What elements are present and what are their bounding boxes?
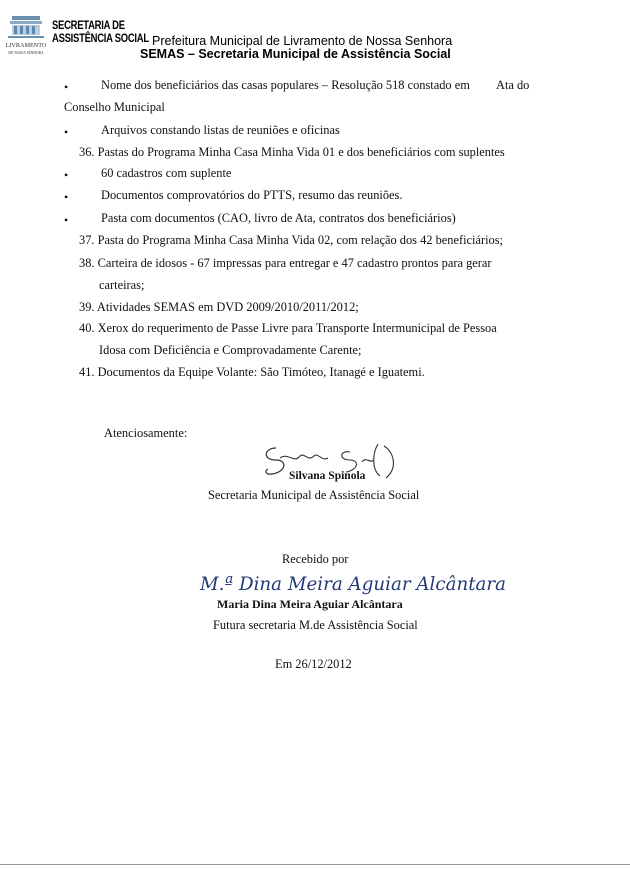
list-item-38-cont: carteiras; bbox=[99, 278, 145, 292]
svg-text:DE NOSSA SENHORA: DE NOSSA SENHORA bbox=[8, 51, 44, 55]
bullet-marker: • bbox=[64, 190, 69, 204]
list-item-40-cont: Idosa com Deficiência e Comprovadamente Carente; bbox=[99, 343, 362, 357]
bullet-marker: • bbox=[64, 125, 69, 139]
list-item-meetings: Arquivos constando listas de reuniões e oficinas bbox=[101, 123, 340, 137]
list-item-beneficiaries-end: Ata do bbox=[496, 78, 530, 92]
municipal-building-logo bbox=[4, 14, 48, 72]
bullet-marker: • bbox=[64, 213, 69, 227]
signature-maria-dina bbox=[196, 566, 514, 600]
salutation: Atenciosamente: bbox=[104, 426, 188, 440]
logo-caption-line2: ASSISTÊNCIA SOCIAL bbox=[52, 33, 149, 45]
list-item-36: 36. Pastas do Programa Minha Casa Minha Vida 01 e dos beneficiários com suplentes bbox=[79, 145, 505, 159]
bullet-marker: • bbox=[64, 80, 69, 94]
signer-title: Secretaria Municipal de Assistência Social bbox=[208, 488, 420, 502]
svg-text:LIVRAMENTO: LIVRAMENTO bbox=[5, 42, 47, 49]
received-by-label: Recebido por bbox=[282, 552, 349, 566]
list-item-38: 38. Carteira de idosos - 67 impressas para entregar e 47 cadastro prontos para gerar bbox=[79, 256, 492, 270]
list-item-37: 37. Pasta do Programa Minha Casa Minha Vida 02, com relação dos 42 beneficiários; bbox=[79, 233, 503, 247]
list-item-folder-documents: Pasta com documentos (CAO, livro de Ata, contratos dos beneficiários) bbox=[101, 211, 456, 225]
page-edge-divider bbox=[0, 864, 630, 865]
list-item-40: 40. Xerox do requerimento de Passe Livre para Transporte Intermunicipal de Pessoa bbox=[79, 321, 497, 335]
list-item-41: 41. Documentos da Equipe Volante: São Timóteo, Itanagé e Iguatemi. bbox=[79, 365, 425, 379]
receiver-title: Futura secretaria M.de Assistência Social bbox=[213, 618, 418, 632]
receiver-name: Maria Dina Meira Aguiar Alcântara bbox=[217, 597, 403, 611]
document-date: Em 26/12/2012 bbox=[275, 657, 352, 671]
list-item-beneficiaries-cont: Conselho Municipal bbox=[64, 100, 165, 114]
list-item-39: 39. Atividades SEMAS em DVD 2009/2010/2011/2012; bbox=[79, 300, 359, 314]
list-item-beneficiaries: Nome dos beneficiários das casas populares – Resolução 518 constado em bbox=[101, 78, 470, 92]
signer-name: Silvana Spinola bbox=[289, 470, 366, 482]
svg-text:M.ª Dina Meira Aguiar Alcântar: M.ª Dina Meira Aguiar Alcântara bbox=[199, 573, 506, 595]
department-name: SEMAS – Secretaria Municipal de Assistência Social bbox=[140, 47, 451, 61]
logo-caption bbox=[52, 20, 149, 46]
list-item-ptts: Documentos comprovatórios do PTTS, resumo das reuniões. bbox=[101, 188, 403, 202]
bullet-marker: • bbox=[64, 168, 69, 182]
logo-caption-line1: SECRETARIA DE bbox=[52, 20, 125, 32]
organization-name: Prefeitura Municipal de Livramento de Nossa Senhora bbox=[152, 34, 453, 48]
list-item-registrations: 60 cadastros com suplente bbox=[101, 166, 232, 180]
